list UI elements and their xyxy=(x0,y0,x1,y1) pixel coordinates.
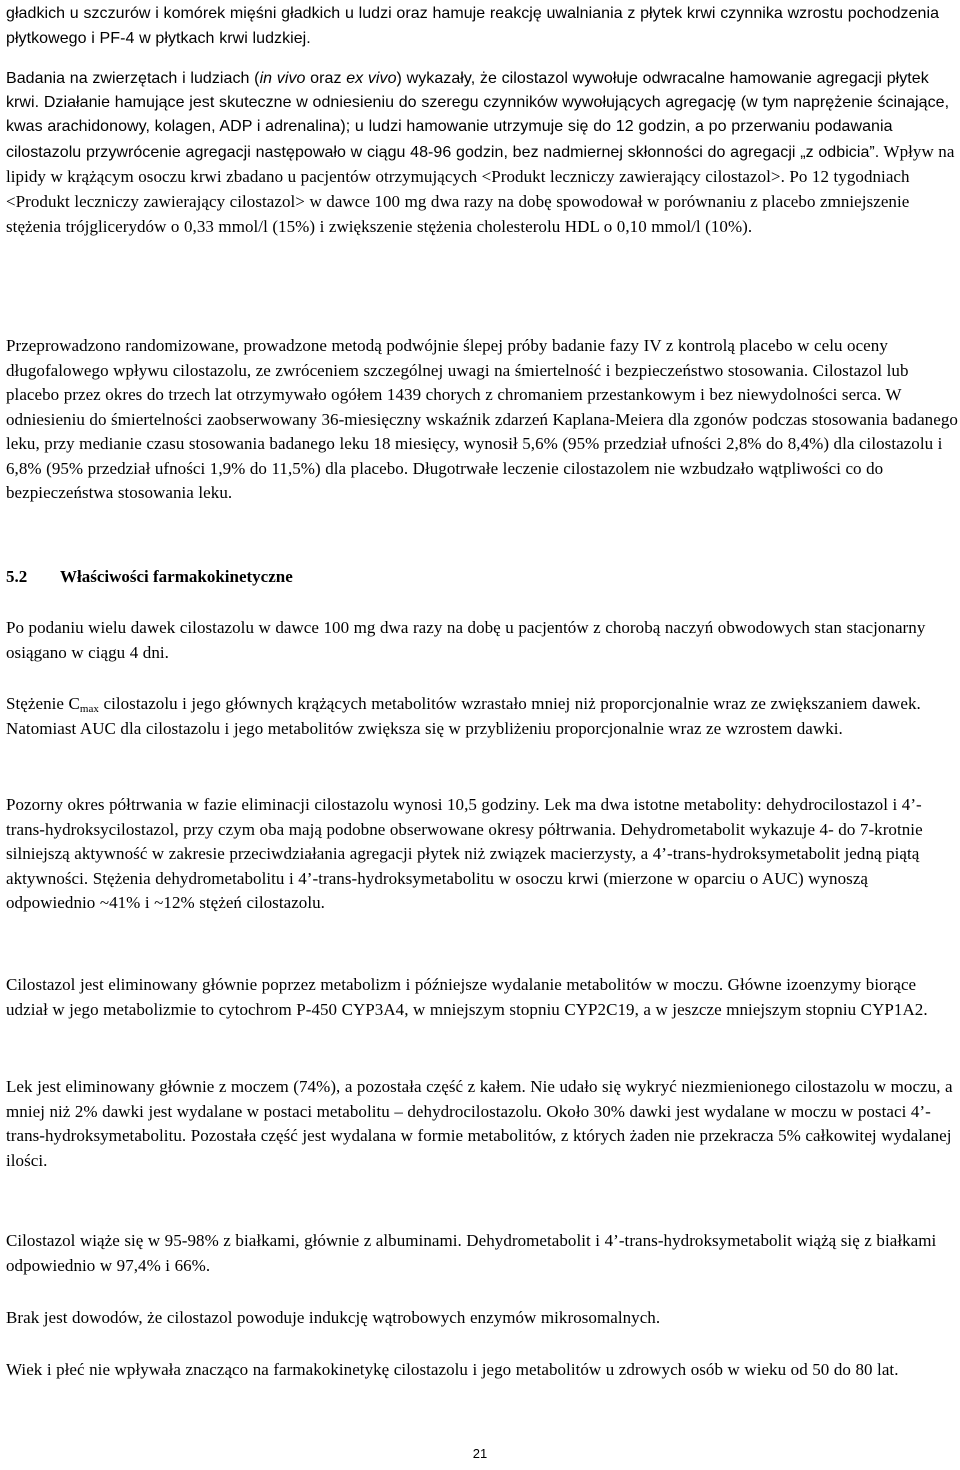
paragraph-text: Stężenie C xyxy=(6,694,80,713)
italic-term-in-vivo: in vivo xyxy=(259,70,306,87)
paragraph-steady-state xyxy=(6,616,958,665)
paragraph-platelet-effects xyxy=(6,2,956,51)
paragraph-text-lipids: Wpływ na lipidy w krążącym osoczu krwi zbadano u pacjentów otrzymujących <Produkt leczniczy zawierający cilostazol>. Po 12 tygodniach <Produkt leczniczy zawierający cilostazol> w dawce 100 mg dwa razy na dobę spowodował w porównaniu z placebo zmniejszenie stężenia trójglicerydów o 0,33 mmol/l (15%) i zwiększenie stężenia cholesterolu HDL o 0,10 mmol/l (10%). xyxy=(6,141,955,237)
paragraph-text: Wiek i płeć nie wpływała znacząco na farmakokinetykę cilostazolu i jego metabolitów u zdrowych osób w wieku od 50 do 80 lat. xyxy=(6,1360,899,1379)
paragraph-elimination xyxy=(6,1075,958,1173)
paragraph-aggregation-inhibition xyxy=(6,67,956,240)
paragraph-text: Brak jest dowodów, że cilostazol powoduje indukcję wątrobowych enzymów mikrosomalnych. xyxy=(6,1308,661,1327)
paragraph-half-life xyxy=(6,793,958,916)
section-heading xyxy=(6,565,293,589)
paragraph-text: oraz xyxy=(305,70,347,87)
paragraph-metabolism xyxy=(6,973,958,1022)
paragraph-text: Po podaniu wielu dawek cilostazolu w dawce 100 mg dwa razy na dobę u pacjentów z chorobą naczyń obwodowych stan stacjonarny osiągano w ciągu 4 dni. xyxy=(6,618,926,662)
paragraph-text: gładkich u szczurów i komórek mięśni gładkich u ludzi oraz hamuje reakcję uwalniania z płytek krwi czynnika wzrostu pochodzenia płytkowego i PF-4 w płytkach krwi ludzkiej. xyxy=(6,5,940,47)
paragraph-text: Lek jest eliminowany głównie z moczem (74%), a pozostała część z kałem. Nie udało się wykryć niezmienionego cilostazolu w moczu, a mniej niż 2% dawki jest wydalane w postaci metabolitu – dehydrocilostazolu. Około 30% dawki jest wydalane w moczu w postaci 4’-trans-hydroksymetabolitu. Pozostała część jest wydalana w formie metabolitów, z których żaden nie przekracza 5% całkowitej wydalanej ilości. xyxy=(6,1077,953,1170)
paragraph-protein-binding xyxy=(6,1229,958,1278)
section-number: 5.2 xyxy=(6,567,28,586)
paragraph-text: Przeprowadzono randomizowane, prowadzone metodą podwójnie ślepej próby badanie fazy IV z kontrolą placebo w celu oceny długofalowego wpływu cilostazolu, ze zwróceniem szczególnej uwagi na śmiertelność i bezpieczeństwo stosowania. Cilostazol lub placebo przez okres do trzech lat otrzymywało ogółem 1439 chorych z chromaniem przestankowym i bez niewydolności serca. W odniesieniu do śmiertelności zaobserwowany 36-miesięczny wskaźnik zdarzeń Kaplana-Meiera dla zgonów podczas stosowania badanego leku, przy medianie czasu stosowania badanego leku 18 miesięcy, wynosił 5,6% (95% przedział ufności 2,8% do 8,4%) dla cilostazolu i 6,8% (95% przedział ufności 1,9% do 11,5%) dla placebo. Długotrwałe leczenie cilostazolem nie wzbudzało wątpliwości co do bezpieczeństwa stosowania leku. xyxy=(6,336,958,502)
paragraph-age-sex xyxy=(6,1358,958,1383)
paragraph-text: ) wykazały, że cilostazol wywołuje odwracalne hamowanie agregacji płytek krwi. Działanie hamujące jest skuteczne w odniesieniu do szeregu czynników wywołujących agregację (w tym naprężenie ścinające, kwas arachidonowy, kolagen, ADP i adrenalina); u ludzi hamowanie utrzymuje się do 12 godzin, a po przerwaniu podawania cilostazolu przywrócenie agregacji następowało w ciągu 48-96 godzin, bez nadmiernej skłonności do agregacji „z odbicia”. xyxy=(6,70,950,161)
section-title: Właściwości farmakokinetyczne xyxy=(60,567,293,586)
paragraph-phase-iv-study xyxy=(6,334,958,506)
paragraph-text: Cilostazol jest eliminowany głównie poprzez metabolizm i późniejsze wydalanie metabolitów w moczu. Główne izoenzymy biorące udział w jego metabolizmie to cytochrom P-450 CYP3A4, w mniejszym stopniu CYP2C19, a w jeszcze mniejszym stopniu CYP1A2. xyxy=(6,975,928,1019)
paragraph-text: Cilostazol wiąże się w 95-98% z białkami, głównie z albuminami. Dehydrometabolit i 4’-trans-hydroksymetabolit wiążą się z białkami odpowiednio w 97,4% i 66%. xyxy=(6,1231,937,1275)
paragraph-enzyme-induction xyxy=(6,1306,958,1331)
subscript-max: max xyxy=(79,703,99,715)
paragraph-text: cilostazolu i jego głównych krążących metabolitów wzrastało mniej niż proporcjonalnie wraz ze zwiększaniem dawek. Natomiast AUC dla cilostazolu i jego metabolitów zwiększa się w przybliżeniu proporcjonalnie wraz ze wzrostem dawki. xyxy=(6,694,921,738)
italic-term-ex-vivo: ex vivo xyxy=(346,70,397,87)
paragraph-cmax xyxy=(6,692,958,741)
paragraph-text: Badania na zwierzętach i ludziach ( xyxy=(6,70,260,87)
page-number: 21 xyxy=(472,1446,488,1461)
paragraph-text: Pozorny okres półtrwania w fazie eliminacji cilostazolu wynosi 10,5 godziny. Lek ma dwa istotne metabolity: dehydrocilostazol i 4’-trans-hydroksycilostazol, przy czym oba mają podobne obserwowane okresy półtrwania. Dehydrometabolit wykazuje 4- do 7-krotnie silniejszą aktywność w zakresie przeciwdziałania agregacji płytek niż związek macierzysty, a 4’-trans-hydroksymetabolit jedną piątą aktywności. Stężenia dehydrometabolitu i 4’-trans-hydroksymetabolitu w osoczu krwi (mierzone w oparciu o AUC) wynoszą odpowiednio ~41% i ~12% stężeń cilostazolu. xyxy=(6,795,923,912)
